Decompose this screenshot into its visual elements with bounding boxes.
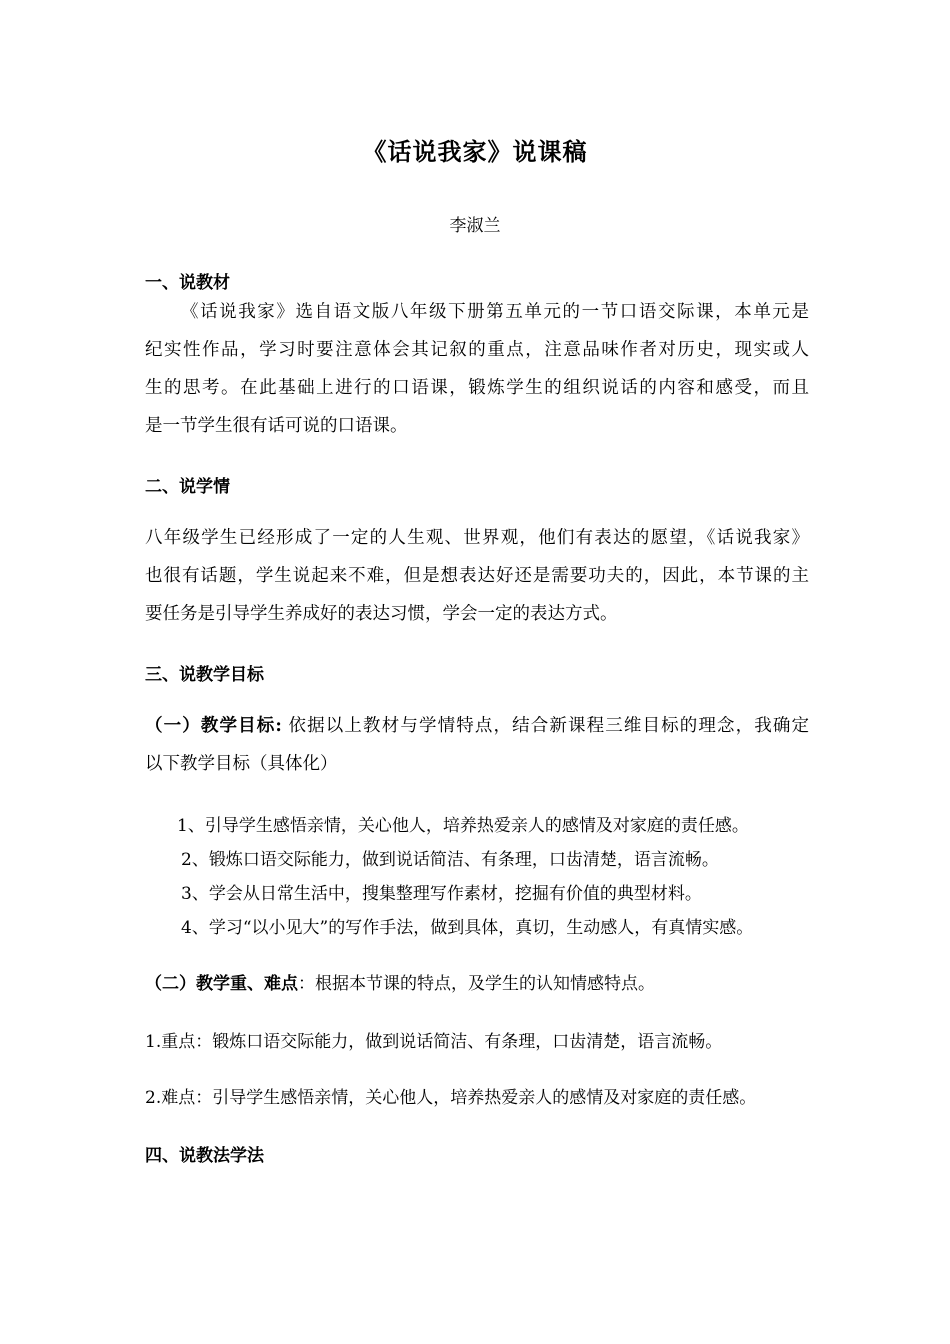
paragraph-line: 纪实性作品，学习时要注意体会其记叙的重点，注意品味作者对历史，现实或人 (145, 340, 809, 360)
teaching-goals-label: （一）教学目标: (145, 716, 282, 736)
goal-item: 1、引导学生感悟亲情，关心他人，培养热爱亲人的感情及对家庭的责任感。 (177, 816, 749, 836)
key-difficult-intro (145, 969, 655, 994)
key-difficult-text: ：根据本节课的特点，及学生的认知情感特点。 (298, 974, 655, 994)
section-textbook-paragraph (145, 293, 809, 445)
paragraph-line (145, 707, 809, 745)
paragraph-line: 《话说我家》选自语文版八年级下册第五单元的一节口语交际课，本单元是 (181, 302, 809, 322)
goal-item: 4、学习“以小见大”的写作手法，做到具体，真切，生动感人，有真情实感。 (181, 918, 754, 938)
document-title: 《话说我家》说课稿 (362, 137, 588, 166)
paragraph-line: 以下教学目标（具体化） (145, 754, 338, 774)
paragraph-line: 八年级学生已经形成了一定的人生观、世界观，他们有表达的愿望，《话说我家》 (145, 528, 809, 548)
section-heading-students: 二、说学情 (145, 477, 230, 497)
author-name: 李淑兰 (449, 216, 501, 236)
section-heading-textbook: 一、说教材 (145, 273, 230, 293)
section-heading-goals: 三、说教学目标 (145, 665, 264, 685)
paragraph-line: 也很有话题，学生说起来不难，但是想表达好还是需要功夫的，因此，本节课的主 (145, 566, 809, 586)
teaching-goals-intro-text: 依据以上教材与学情特点，结合新课程三维目标的理念，我确定 (281, 716, 809, 736)
difficult-point: 2.难点：引导学生感悟亲情，关心他人，培养热爱亲人的感情及对家庭的责任感。 (145, 1088, 757, 1108)
goal-item: 3、学会从日常生活中，搜集整理写作素材，挖掘有价值的典型材料。 (181, 884, 702, 904)
section-heading-methods: 四、说教法学法 (145, 1146, 264, 1166)
teaching-goals-intro (145, 707, 809, 783)
paragraph-line: 要任务是引导学生养成好的表达习惯，学会一定的表达方式。 (145, 604, 618, 624)
goal-item: 2、锻炼口语交际能力，做到说话简洁、有条理，口齿清楚，语言流畅。 (181, 850, 719, 870)
key-point: 1.重点：锻炼口语交际能力，做到说话简洁、有条理，口齿清楚，语言流畅。 (145, 1032, 723, 1052)
key-difficult-label: （二）教学重、难点 (145, 974, 298, 994)
paragraph-line: 是一节学生很有话可说的口语课。 (145, 416, 408, 436)
paragraph-line: 生的思考。在此基础上进行的口语课，锻炼学生的组织说话的内容和感受，而且 (145, 378, 809, 398)
section-students-paragraph (145, 519, 809, 633)
